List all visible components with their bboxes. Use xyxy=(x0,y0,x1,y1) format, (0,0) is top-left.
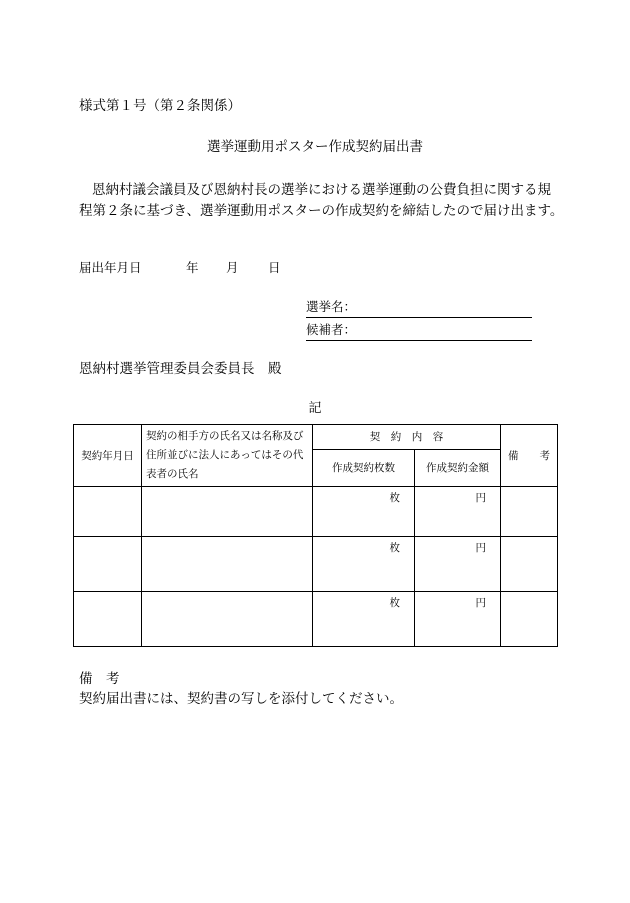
election-name-field[interactable] xyxy=(306,296,532,318)
filing-date-line xyxy=(79,258,281,276)
header-contract-party: 契約の相手方の氏名又は名称及び住所並びに法人にあってはその代表者の氏名 xyxy=(142,425,313,487)
candidate-name-field[interactable] xyxy=(306,319,532,341)
table-row xyxy=(74,592,558,647)
filing-date-month[interactable]: 月 xyxy=(226,260,239,275)
notes-heading: 備 考 xyxy=(79,671,120,687)
document-title: 選挙運動用ポスター作成契約届出書 xyxy=(207,139,423,155)
row-party-cell[interactable] xyxy=(142,487,313,537)
row-count-cell[interactable]: 枚 xyxy=(313,592,415,647)
notes-body: 契約届出書には、契約書の写しを添付してください。 xyxy=(79,691,403,707)
row-date-cell[interactable] xyxy=(74,487,142,537)
ki-heading: 記 xyxy=(308,401,322,416)
row-date-cell[interactable] xyxy=(74,537,142,592)
row-amount-cell[interactable]: 円 xyxy=(415,592,501,647)
header-contract-date: 契約年月日 xyxy=(74,425,142,487)
contract-table xyxy=(73,424,558,647)
row-count-cell[interactable]: 枚 xyxy=(313,537,415,592)
row-party-cell[interactable] xyxy=(142,537,313,592)
lead-paragraph-line-2: 程第２条に基づき、選挙運動用ポスターの作成契約を締結したので届け出ます。 xyxy=(79,203,564,219)
header-poster-count: 作成契約枚数 xyxy=(313,449,415,486)
election-name-label: 選挙名： xyxy=(306,299,357,314)
table-row xyxy=(74,487,558,537)
row-remarks-cell[interactable] xyxy=(501,487,558,537)
row-date-cell[interactable] xyxy=(74,592,142,647)
row-remarks-cell[interactable] xyxy=(501,592,558,647)
lead-paragraph-line-1: 恩納村議会議員及び恩納村長の選挙における選挙運動の公費負担に関する規 xyxy=(92,182,551,198)
table-header-row xyxy=(74,425,558,450)
row-amount-cell[interactable]: 円 xyxy=(415,487,501,537)
row-amount-cell[interactable]: 円 xyxy=(415,537,501,592)
header-contract-details: 契 約 内 容 xyxy=(313,425,501,450)
row-remarks-cell[interactable] xyxy=(501,537,558,592)
header-remarks: 備 考 xyxy=(501,425,558,487)
candidate-name-label: 候補者： xyxy=(306,322,357,337)
addressee: 恩納村選挙管理委員会委員長 殿 xyxy=(79,361,282,377)
filing-date-day[interactable]: 日 xyxy=(268,260,281,275)
row-count-cell[interactable]: 枚 xyxy=(313,487,415,537)
signature-block xyxy=(306,296,532,342)
form-number: 様式第１号（第２条関係） xyxy=(79,98,241,114)
table-row xyxy=(74,537,558,592)
row-party-cell[interactable] xyxy=(142,592,313,647)
header-contract-amount: 作成契約金額 xyxy=(415,449,501,486)
filing-date-label: 届出年月日 xyxy=(79,260,142,275)
filing-date-year[interactable]: 年 xyxy=(186,260,199,275)
